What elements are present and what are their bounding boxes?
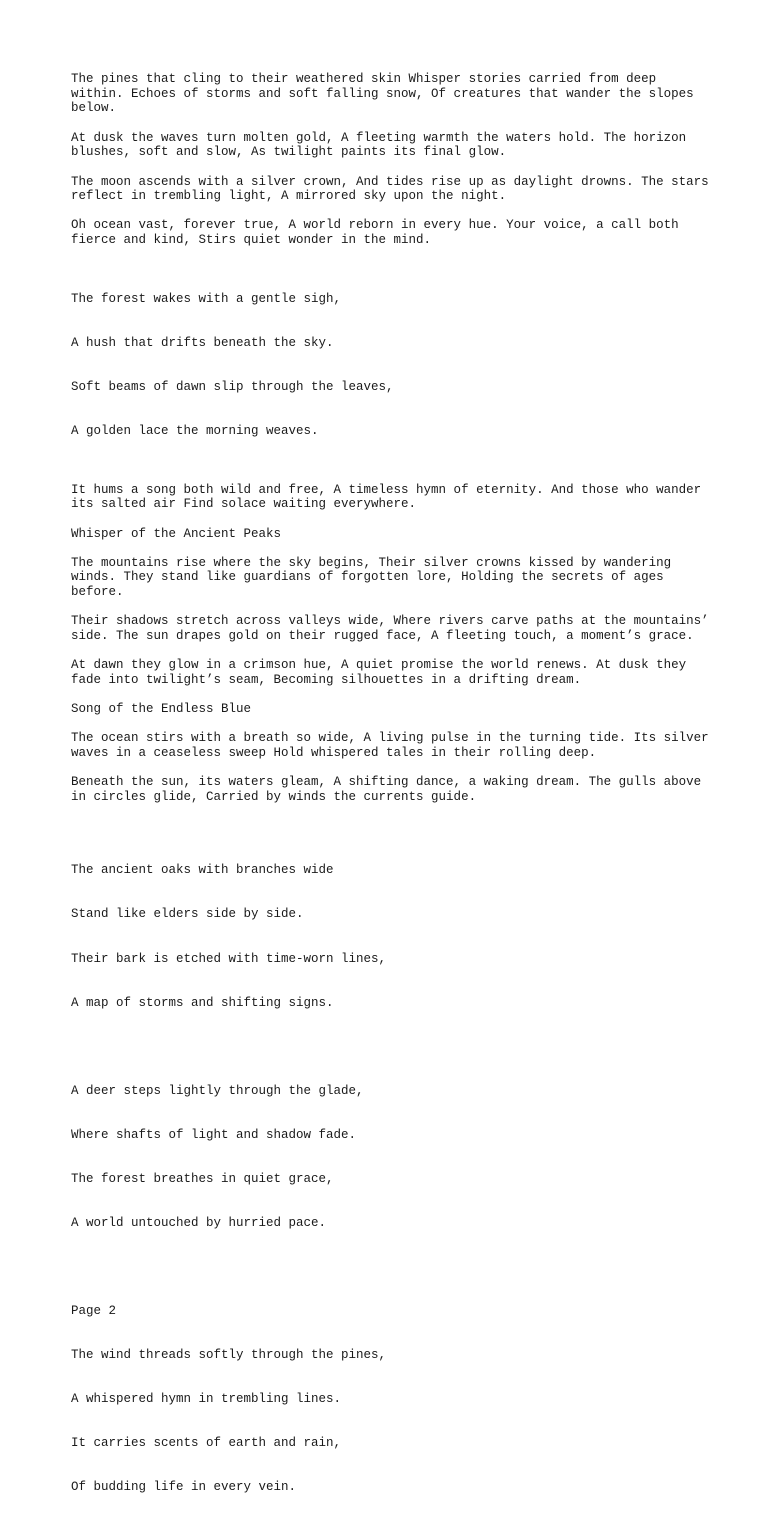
stanza-line: A world untouched by hurried pace. bbox=[71, 1215, 327, 1230]
stanza-line: A deer steps lightly through the glade, bbox=[71, 1083, 364, 1098]
paragraph-pines: The pines that cling to their weathered skin Whisper stories carried from deep within. Echoes of storms and soft falling snow, Of creatures that wander the slopes below. bbox=[71, 72, 702, 116]
paragraph-mountains: The mountains rise where the sky begins, Their silver crowns kissed by wandering winds. They stand like guardians of forgotten lore, Holding the secrets of ages before. bbox=[71, 555, 679, 600]
page-label: Page 2 bbox=[71, 1304, 117, 1318]
paragraph-ocean-vast: Oh ocean vast, forever true, A world reborn in every hue. Your voice, a call both fierce and kind, Stirs quiet wonder in the mind. bbox=[71, 218, 687, 248]
heading-ancient-peaks: Whisper of the Ancient Peaks bbox=[71, 526, 282, 541]
paragraph-beneath-sun: Beneath the sun, its waters gleam, A shifting dance, a waking dream. The gulls above in circles glide, Carried by winds the currents guide. bbox=[71, 775, 709, 805]
stanza-oaks bbox=[71, 834, 711, 1040]
stanza-line: Of budding life in every vein. bbox=[71, 1480, 297, 1495]
stanza-line: It carries scents of earth and rain, bbox=[71, 1436, 342, 1451]
stanza-line: The wind threads softly through the pines, bbox=[71, 1348, 387, 1363]
stanza-line: A golden lace the morning weaves. bbox=[71, 424, 319, 439]
stanza-line: Their bark is etched with time-worn lines, bbox=[71, 951, 387, 966]
paragraph-song: It hums a song both wild and free, A timeless hymn of eternity. And those who wander its salted air Find solace waiting everywhere. bbox=[71, 482, 709, 512]
paragraph-shadows: Their shadows stretch across valleys wide, Where rivers carve paths at the mountains’ side. The sun drapes gold on their rugged face, A fleeting touch, a moment’s grace. bbox=[71, 614, 717, 644]
stanza-line: Soft beams of dawn slip through the leaves, bbox=[71, 379, 394, 394]
paragraph-dusk-waves: At dusk the waves turn molten gold, A fleeting warmth the waters hold. The horizon blushes, soft and slow, As twilight paints its final glow. bbox=[71, 130, 694, 160]
stanza-line: A hush that drifts beneath the sky. bbox=[71, 335, 334, 350]
stanza-forest bbox=[71, 262, 711, 468]
stanza-line: The forest breathes in quiet grace, bbox=[71, 1171, 334, 1186]
stanza-line: A whispered hymn in trembling lines. bbox=[71, 1392, 342, 1407]
paragraph-ocean-stirs: The ocean stirs with a breath so wide, A living pulse in the turning tide. Its silver waves in a ceaseless sweep Hold whispered tales in their rolling deep. bbox=[71, 731, 717, 761]
paragraph-moon: The moon ascends with a silver crown, And tides rise up as daylight drowns. The stars reflect in trembling light, A mirrored sky upon the night. bbox=[71, 174, 717, 204]
stanza-deer bbox=[71, 1054, 711, 1260]
stanza-wind bbox=[71, 1275, 711, 1525]
paragraph-dawn-glow: At dawn they glow in a crimson hue, A quiet promise the world renews. At dusk they fade into twilight’s seam, Becoming silhouettes in a drifting dream. bbox=[71, 658, 694, 687]
blank-line bbox=[71, 819, 711, 834]
stanza-line: Where shafts of light and shadow fade. bbox=[71, 1127, 357, 1142]
heading-endless-blue: Song of the Endless Blue bbox=[71, 702, 252, 717]
stanza-line: Stand like elders side by side. bbox=[71, 907, 304, 922]
stanza-line: A map of storms and shifting signs. bbox=[71, 995, 334, 1010]
stanza-line: The ancient oaks with branches wide bbox=[71, 863, 334, 878]
document-body bbox=[71, 72, 717, 1539]
stanza-line: The forest wakes with a gentle sigh, bbox=[71, 291, 342, 306]
